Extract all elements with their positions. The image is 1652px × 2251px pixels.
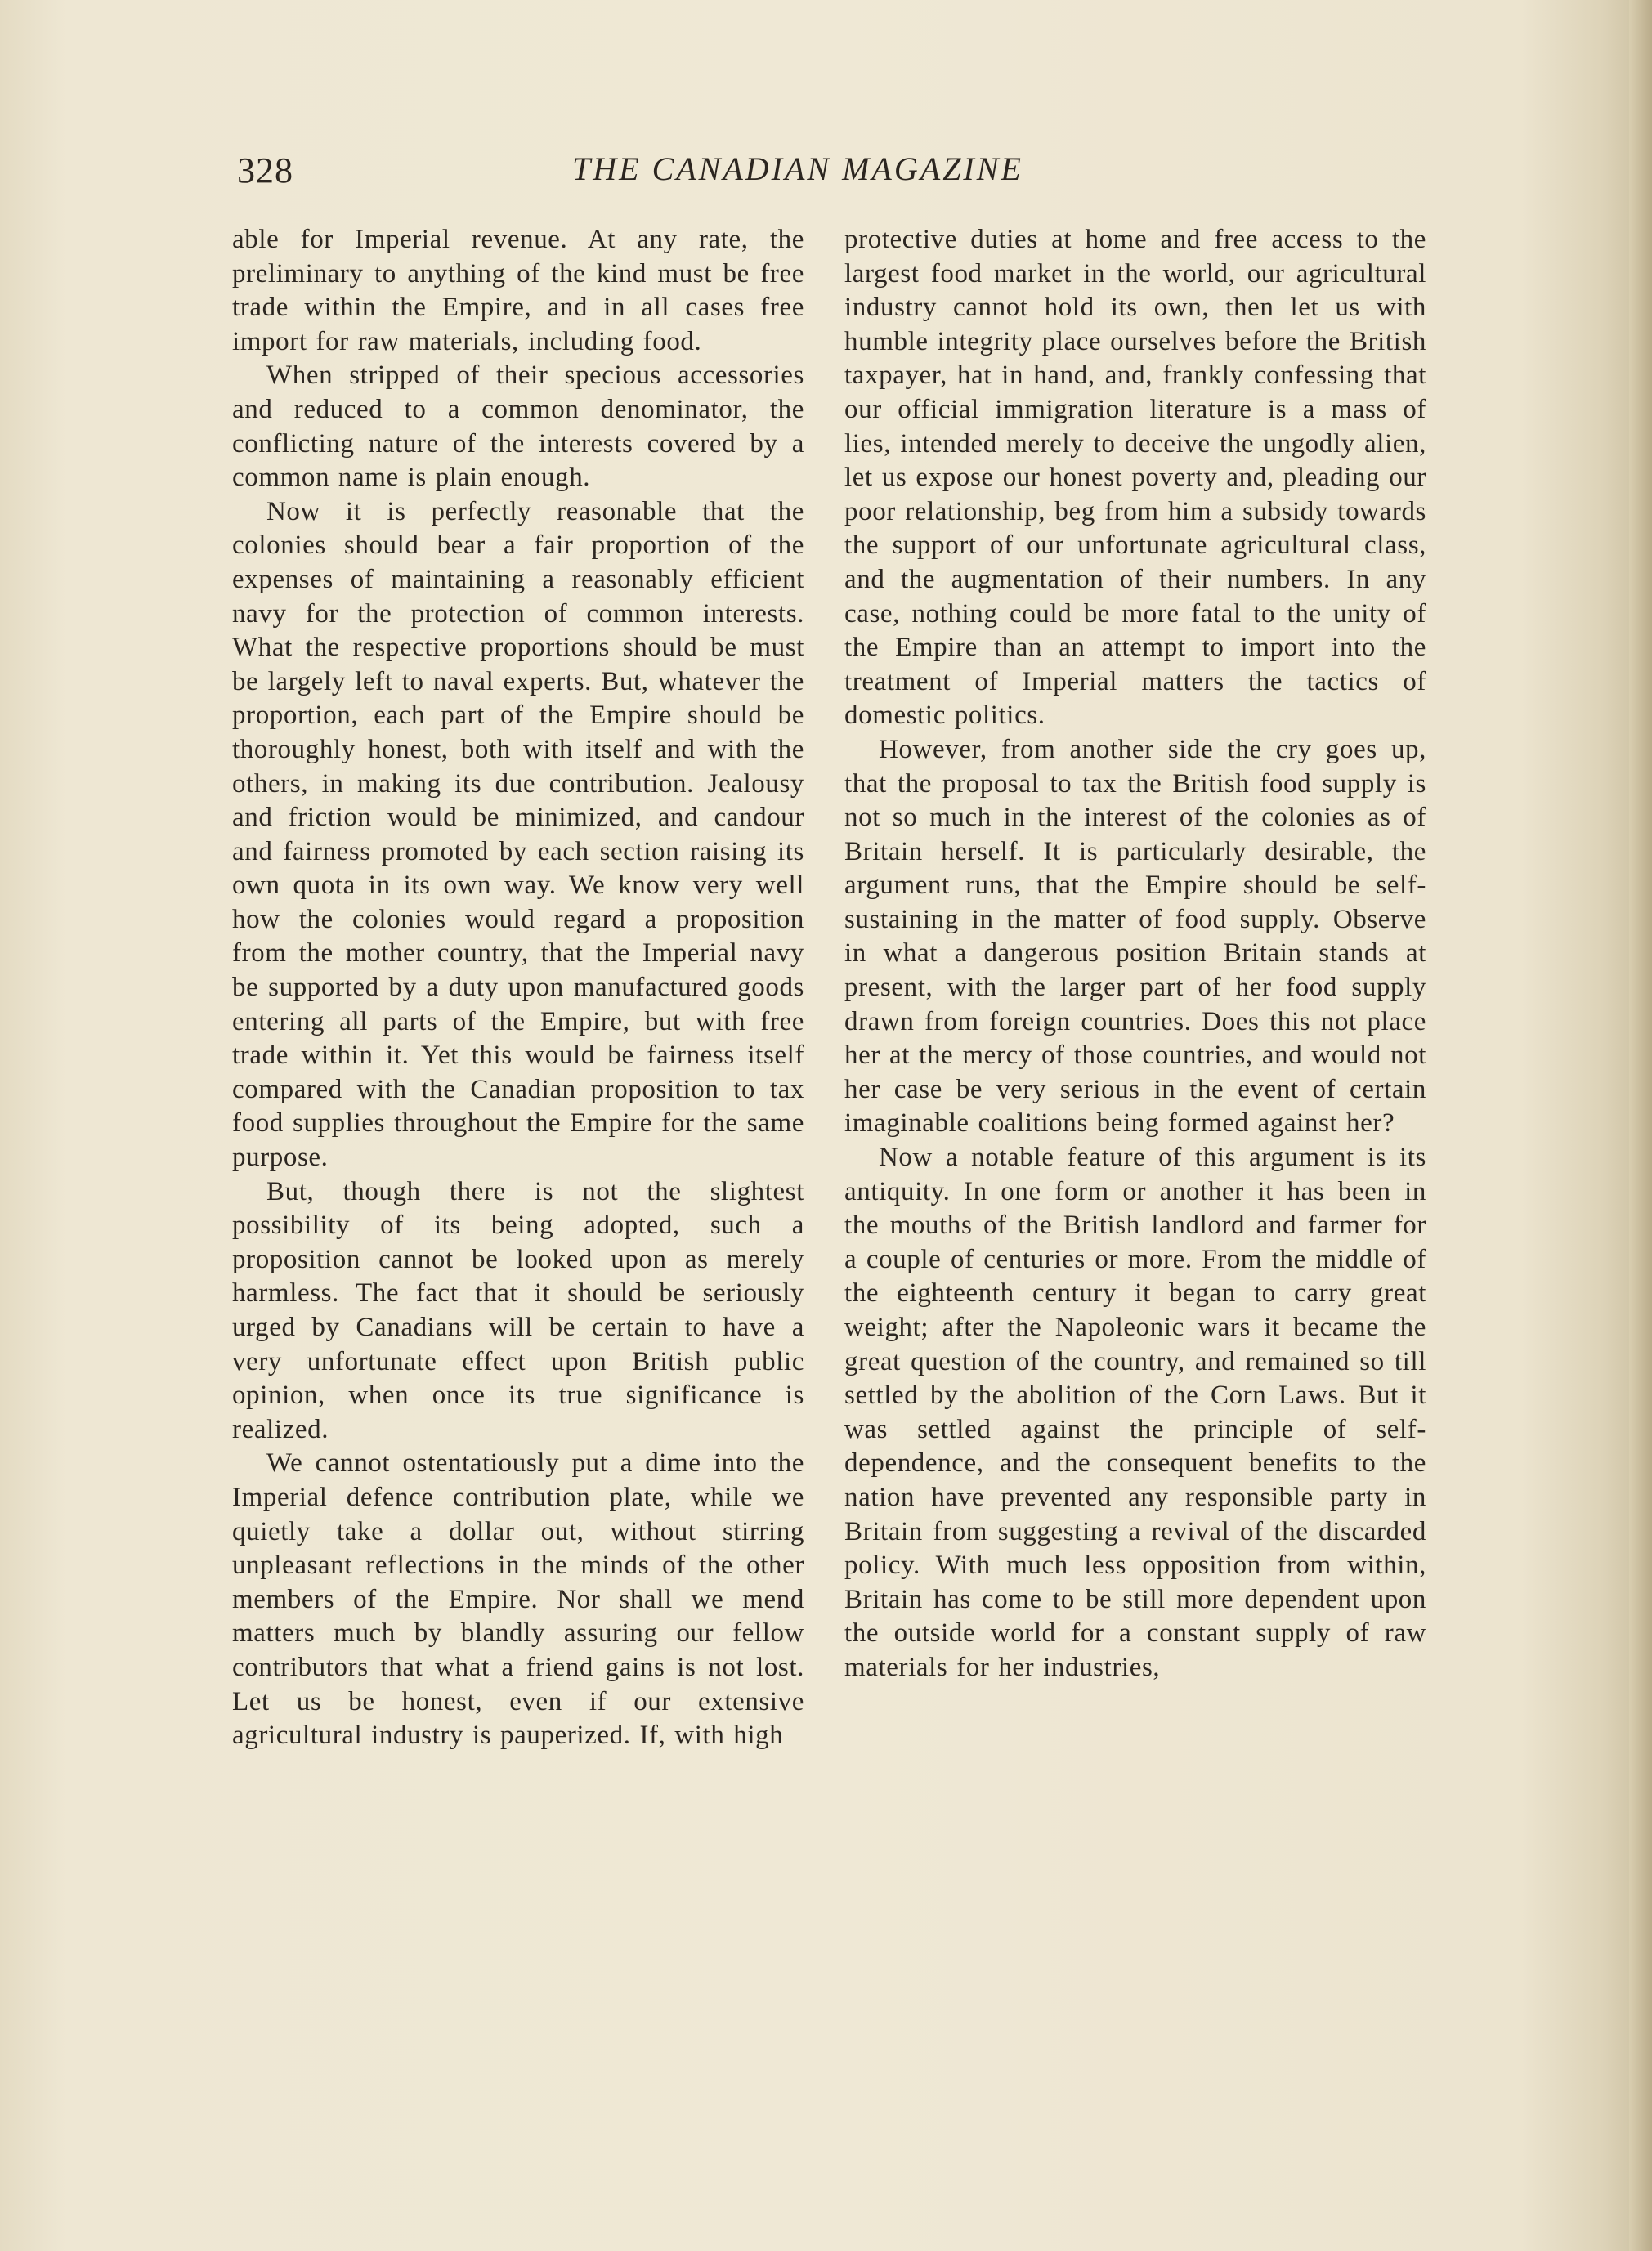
paragraph: Now it is perfectly reasonable that the colonies should bear a fair proportion of the expenses of maintaining a reasonably efficient navy for the protection of common interests. What the respective proportions should be must be largely left to naval experts. But, whatever the proportion, each part of the Empire should be thoroughly honest, both with itself and with the others, in making its due contribution. Jealousy and friction would be minimized, and candour and fairness promoted by each section raising its own quota in its own way. We know very well how the colonies would regard a proposition from the mother country, that the Imperial navy be supported by a duty upon manufactured goods entering all parts of the Empire, but with free trade within it. Yet this would be fairness itself compared with the Canadian proposition to tax food supplies throughout the Empire for the same purpose. <box>232 496 804 1173</box>
paragraph: protective duties at home and free access to the largest food market in the world, our agricultural industry cannot hold its own, then let us with humble integrity place ourselves before the British taxpayer, hat in hand, and, frankly confessing that our official immigration literature is a mass of lies, intended merely to deceive the ungodly alien, let us expose our honest poverty and, pleading our poor relationship, beg from him a subsidy towards the support of our unfortunate agricultural class, and the augmentation of their numbers. In any case, nothing could be more fatal to the unity of the Empire than an attempt to import into the treatment of Imperial matters the tactics of domestic politics. <box>844 225 1426 731</box>
left-column <box>232 223 804 1753</box>
page-edge <box>1629 0 1652 2251</box>
paragraph: When stripped of their specious accessories and reduced to a common denominator, the conflicting nature of the interests covered by a common name is plain enough. <box>232 360 804 493</box>
page-number: 328 <box>237 150 293 190</box>
running-title: THE CANADIAN MAGAZINE <box>572 150 1023 187</box>
paragraph: But, though there is not the slightest possibility of its being adopted, such a proposition cannot be looked upon as merely harmless. The fact that it should be seriously urged by Canadians will be certain to have a very unfortunate effect upon British public opinion, when once its true significance is realized. <box>232 1176 804 1444</box>
paragraph: We cannot ostentatiously put a dime into the Imperial defence contribution plate, while we quietly take a dollar out, without stirring unpleasant reflections in the minds of the other members of the Empire. Nor shall we mend matters much by blandly assuring our fellow contributors that what a friend gains is not lost. Let us be honest, even if our extensive agricultural industry is pauperized. If, with high <box>232 1448 804 1751</box>
paragraph: able for Imperial revenue. At any rate, the preliminary to anything of the kind must be free trade within the Empire, and in all cases free import for raw materials, including food. <box>232 225 804 356</box>
right-column <box>844 223 1426 1685</box>
paragraph: Now a notable feature of this argument is its antiquity. In one form or another it has been in the mouths of the British landlord and farmer for a couple of centuries or more. From the middle of the eighteenth century it began to carry great weight; after the Napoleonic wars it became the great question of the country, and remained so till settled by the abolition of the Corn Laws. But it was settled against the principle of self-dependence, and the consequent benefits to the nation have prevented any responsible party in Britain from suggesting a revival of the discarded policy. With much less opposition from within, Britain has come to be still more dependent upon the outside world for a constant supply of raw materials for her industries, <box>844 1143 1426 1682</box>
paragraph: However, from another side the cry goes up, that the proposal to tax the British food supply is not so much in the interest of the colonies as of Britain herself. It is particularly desirable, the argument runs, that the Empire should be self-sustaining in the matter of food supply. Observe in what a dangerous position Britain stands at present, with the larger part of her food supply drawn from foreign countries. Does this not place her at the mercy of those countries, and would not her case be very serious in the event of certain imaginable coalitions being formed against her? <box>844 734 1426 1139</box>
